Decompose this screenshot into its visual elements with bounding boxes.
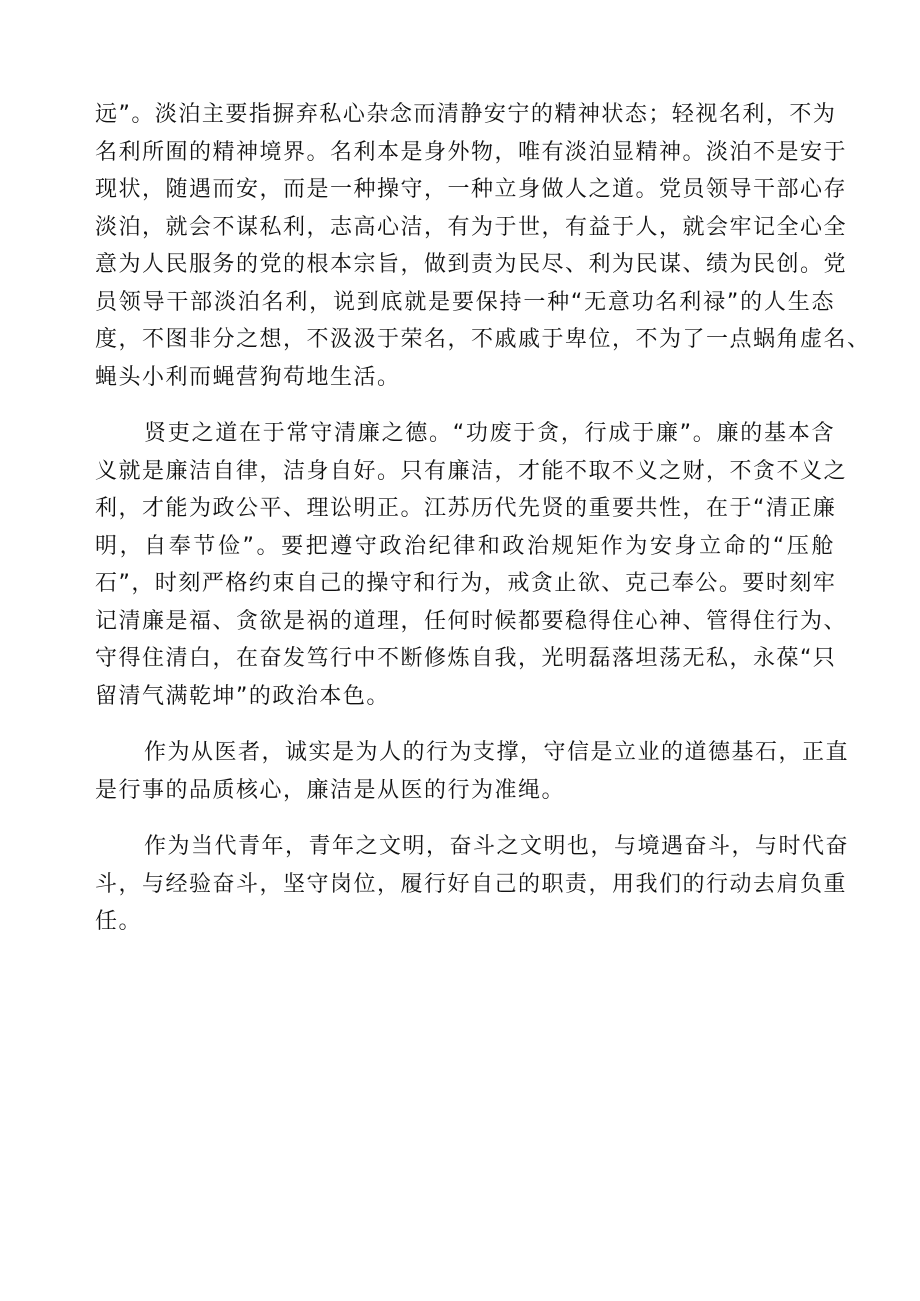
text-line: 度，不图非分之想，不汲汲于荣名，不戚戚于卑位，不为了一点蜗角虚名、	[95, 327, 871, 352]
text-line: 任。	[95, 909, 143, 934]
text-line: 斗，与经验奋斗，坚守岗位，履行好自己的职责，用我们的行动去肩负重	[95, 871, 848, 897]
paragraph-2	[95, 415, 848, 715]
text-line: 明，自奉节俭”。要把遵守政治纪律和政治规矩作为安身立命的“压舱	[95, 533, 835, 559]
text-line: 作为从医者，诚实是为人的行为支撑，守信是立业的道德基石，正直	[144, 740, 850, 765]
text-line: 远”。淡泊主要指摒弃私心杂念而清静安宁的精神状态；轻视名利，不为	[95, 102, 837, 127]
paragraph-spacer	[95, 809, 835, 828]
text-line: 意为人民服务的党的根本宗旨，做到责为民尽、利为民谋、绩为民创。党	[95, 252, 848, 277]
text-line: 记清廉是福、贪欲是祸的道理，任何时候都要稳得住心神、管得住行为、	[95, 608, 848, 634]
paragraph-3	[95, 734, 850, 809]
text-line: 蝇头小利而蝇营狗苟地生活。	[95, 364, 401, 390]
text-line: 义就是廉洁自律，洁身自好。只有廉洁，才能不取不义之财，不贪不义之	[95, 458, 848, 484]
text-line: 是行事的品质核心，廉洁是从医的行为准绳。	[95, 777, 566, 803]
text-line: 贤吏之道在于常守清廉之德。“功废于贪，行成于廉”。廉的基本含	[144, 421, 835, 446]
text-line: 作为当代青年，青年之文明，奋斗之文明也，与境遇奋斗，与时代奋	[144, 834, 850, 859]
text-line: 淡泊，就会不谋私利，志高心洁，有为于世，有益于人，就会牢记全心全	[95, 214, 848, 240]
text-line: 员领导干部淡泊名利，说到底就是要保持一种“无意功名利禄”的人生态	[95, 289, 835, 315]
text-line: 守得住清白，在奋发笃行中不断修炼自我，光明磊落坦荡无私，永葆“只	[95, 646, 837, 671]
document-body	[95, 96, 871, 941]
text-line: 名利所囿的精神境界。名利本是身外物，唯有淡泊显精神。淡泊不是安于	[95, 139, 848, 165]
text-line: 现状，随遇而安，而是一种操守，一种立身做人之道。党员领导干部心存	[95, 177, 848, 202]
text-line: 石”，时刻严格约束自己的操守和行为，戒贪止欲、克己奉公。要时刻牢	[95, 571, 837, 596]
paragraph-spacer	[95, 715, 835, 734]
paragraph-spacer	[95, 396, 835, 415]
text-line: 留清气满乾坤”的政治本色。	[95, 683, 390, 709]
text-line: 利，才能为政公平、理讼明正。江苏历代先贤的重要共性，在于“清正廉	[95, 496, 837, 521]
paragraph-4	[95, 828, 850, 941]
paragraph-1	[95, 96, 871, 396]
